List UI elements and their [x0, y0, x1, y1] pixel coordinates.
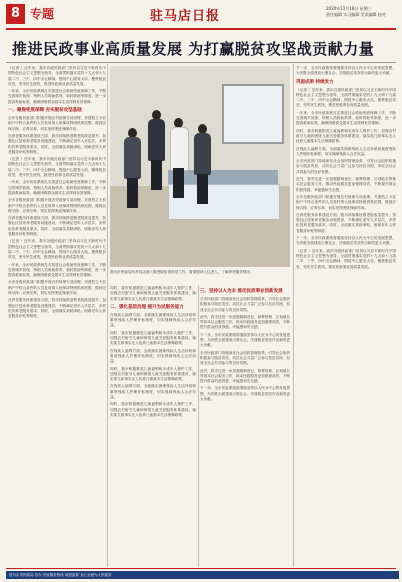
window-shape	[222, 84, 284, 144]
section-subhead: 三、坚持以人为本 推动民政事业创新发展	[200, 289, 283, 294]
article-column-2	[110, 286, 196, 566]
paragraph: 全市各级民政部门积极开展农村低保专项治理，对建档立卡贫困户中符合条件的人员及时纳入低保或特困供养范围，做到应保尽保、应养尽养，切实发挥兜底保障作用。	[296, 194, 396, 210]
paragraph: 一年来，全市民政系统扎实推进社会救助兜底保障工作，不断完善城乡低保、特困人员救助供养、临时救助等制度，进一步提高救助标准，确保困难群众基本生活得到有效保障。	[8, 262, 106, 278]
paragraph: 下一步，全市民政系统将继续坚持以人民为中心的发展思想，为决胜全面建成小康社会、决战脱贫攻坚作出新的更大贡献。	[200, 332, 290, 348]
paragraph: 全市民政部门持续深化社会组织管理改革，引导社会组织积极参与脱贫攻坚，动员社会力量广泛参与扶贫济困，形成全社会共同参与的良好氛围。	[200, 297, 290, 312]
paragraph: 同时，我市积极推进儿童福利和未成年人保护工作，加强农村留守儿童和困境儿童关爱服务体系建设，落实孤儿和事实无人抚养儿童基本生活保障政策。	[110, 402, 196, 417]
paragraph: 此外，我市还进一步加强婚姻登记、殡葬管理、区划地名等基本社会服务工作，推动民政服务更加便捷高效，不断提升群众的获得感、幸福感和安全感。	[200, 314, 290, 330]
person-figure	[170, 118, 187, 200]
paragraph: 全市各级民政部门积极开展农村低保专项治理，对建档立卡贫困户中符合条件的人员及时纳入低保或特困供养范围，做到应保尽保、应养尽养，切实发挥兜底保障作用。	[8, 198, 106, 213]
section-subhead: 一、聚焦兜底保障 夯实脱贫攻坚基础	[8, 108, 82, 114]
paragraph: 在养老服务体系建设方面，我市持续推进敬老院改造提升，加强社区居家养老服务设施建设，不断满足老年人多层次、多样化的养老服务需求。同时，全面落实高龄津贴、困难老年人养老服务补贴等制度。	[296, 212, 396, 233]
paragraph: （记者 ）近年来，我市各级民政部门坚持以习近平新时代中国特色社会主义思想为指导，全面贯彻落实党的十九大和十九届二中、三中、四中全会精神，围绕中心服务大局，聚焦脱贫攻坚，兜牢民生底线，推进民政事业高质量发展。	[8, 239, 106, 260]
news-photo	[110, 66, 290, 267]
person-figure	[124, 128, 141, 210]
paragraph: 在养老服务体系建设方面，我市持续推进敬老院改造提升，加强社区居家养老服务设施建设，不断满足老年人多层次、多样化的养老服务需求。同时，全面落实高龄津贴、困难老年人养老服务补贴等制度。	[8, 298, 106, 319]
headline-divider	[6, 62, 396, 63]
column-divider	[107, 64, 108, 567]
paragraph: 一年来，全市民政系统扎实推进社会救助兜底保障工作，不断完善城乡低保、特困人员救助供养、临时救助等制度，进一步提高救助标准，确保困难群众基本生活得到有效保障。	[296, 110, 396, 126]
top-divider	[6, 28, 396, 30]
article-column-1	[8, 66, 106, 566]
article-column-3	[200, 286, 290, 566]
paragraph: （记者 ）近年来，我市各级民政部门坚持以习近平新时代中国特色社会主义思想为指导，全面贯彻落实党的十九大和十九届二中、三中、四中全会精神，围绕中心服务大局，聚焦脱贫攻坚，兜牢民生底线，推进民政事业高质量发展。	[8, 157, 106, 178]
newspaper-logo: 驻马店日报	[150, 9, 221, 24]
paragraph: （记者 ）近年来，我市各级民政部门坚持以习近平新时代中国特色社会主义思想为指导，全面贯彻落实党的十九大和十九届二中、三中、四中全会精神，围绕中心服务大局，聚焦脱贫攻坚，兜牢民生底线，推进民政事业高质量发展。	[8, 66, 106, 86]
paragraph: （记者 ）近年来，我市各级民政部门坚持以习近平新时代中国特色社会主义思想为指导，全面贯彻落实党的十九大和十九届二中、三中、四中全会精神，围绕中心服务大局，聚焦脱贫攻坚，兜牢民生底线，推进民政事业高质量发展。	[296, 87, 396, 108]
page-headline: 推进民政事业高质量发展 为打赢脱贫攻坚战贡献力量	[12, 40, 375, 58]
date-line: 2020年11月18日 星期三	[326, 6, 372, 11]
paragraph: 一年来，全市民政系统扎实推进社会救助兜底保障工作，不断完善城乡低保、特困人员救助供养、临时救助等制度，进一步提高救助标准，确保困难群众基本生活得到有效保障。	[8, 89, 106, 104]
section-name: 专题	[30, 7, 55, 21]
paragraph: 下一步，全市民政系统将继续坚持以人民为中心的发展思想，为决胜全面建成小康社会、决战脱贫攻坚作出新的更大贡献。	[296, 66, 396, 76]
paragraph: 在残疾人福利方面，全面落实困难残疾人生活补贴和重度残疾人护理补贴制度，切实保障残疾人合法权益。	[110, 312, 196, 328]
paragraph: （记者 ）近年来，我市各级民政部门坚持以习近平新时代中国特色社会主义思想为指导，全面贯彻落实党的十九大和十九届二中、三中、四中全会精神，围绕中心服务大局，聚焦脱贫攻坚，兜牢民生底线，推进民政事业高质量发展。	[296, 248, 396, 269]
paragraph: 在残疾人福利方面，全面落实困难残疾人生活补贴和重度残疾人护理补贴制度，切实保障残疾人合法权益。	[110, 348, 196, 364]
section-subhead: 巩固成果 持续发力	[296, 79, 334, 85]
bottom-divider	[6, 568, 396, 569]
photo-caption: 图为市民政局负责同志深入敬老院检查指导工作，看望慰问入住老人，了解养老服务情况。	[110, 270, 254, 274]
paragraph: 同时，我市积极推进儿童福利和未成年人保护工作，加强农村留守儿童和困境儿童关爱服务体系建设，落实孤儿和事实无人抚养儿童基本生活保障政策。	[110, 286, 196, 301]
paragraph: 全市各级民政部门积极开展农村低保专项治理，对建档立卡贫困户中符合条件的人员及时纳入低保或特困供养范围，做到应保尽保、应养尽养，切实发挥兜底保障作用。	[8, 280, 106, 295]
paragraph: 在养老服务体系建设方面，我市持续推进敬老院改造提升，加强社区居家养老服务设施建设，不断满足老年人多层次、多样化的养老服务需求。同时，全面落实高龄津贴、困难老年人养老服务补贴等制度。	[8, 216, 106, 237]
paragraph: 下一步，全市民政系统将继续坚持以人民为中心的发展思想，为决胜全面建成小康社会、决战脱贫攻坚作出新的更大贡献。	[296, 236, 396, 246]
paragraph: 在残疾人福利方面，全面落实困难残疾人生活补贴和重度残疾人护理补贴制度，切实保障残疾人合法权益。	[110, 384, 196, 400]
paragraph: 全市民政部门持续深化社会组织管理改革，引导社会组织积极参与脱贫攻坚，动员社会力量广泛参与扶贫济困，形成全社会共同参与的良好氛围。	[200, 350, 290, 366]
person-figure	[148, 110, 165, 192]
paragraph: 下一步，全市民政系统将继续坚持以人民为中心的发展思想，为决胜全面建成小康社会、决战脱贫攻坚作出新的更大贡献。	[200, 386, 290, 402]
editor-line: 责任编辑 实习编辑 美术编辑 校对	[326, 12, 386, 17]
section-subhead: 二、强化基层治理 提升为民服务能力	[110, 304, 184, 310]
paragraph: 一年来，全市民政系统扎实推进社会救助兜底保障工作，不断完善城乡低保、特困人员救助供养、临时救助等制度，进一步提高救助标准，确保困难群众基本生活得到有效保障。	[8, 180, 106, 195]
footer-bar: 驻马店市民政局 协办 民政服务热线 欢迎监督 全心全意为人民服务	[6, 571, 399, 579]
article-column-4	[296, 66, 396, 566]
page-number: 8	[6, 4, 25, 24]
paragraph: 在残疾人福利方面，全面落实困难残疾人生活补贴和重度残疾人护理补贴制度，切实保障残疾人合法权益。	[296, 146, 396, 156]
paragraph: 全市民政部门持续深化社会组织管理改革，引导社会组织积极参与脱贫攻坚，动员社会力量广泛参与扶贫济困，形成全社会共同参与的良好氛围。	[296, 159, 396, 174]
paragraph: 全市各级民政部门积极开展农村低保专项治理，对建档立卡贫困户中符合条件的人员及时纳入低保或特困供养范围，做到应保尽保、应养尽养，切实发挥兜底保障作用。	[8, 116, 106, 131]
paragraph: 同时，我市积极推进儿童福利和未成年人保护工作，加强农村留守儿童和困境儿童关爱服务体系建设，落实孤儿和事实无人抚养儿童基本生活保障政策。	[110, 366, 196, 382]
paragraph: 同时，我市积极推进儿童福利和未成年人保护工作，加强农村留守儿童和困境儿童关爱服务体系建设，落实孤儿和事实无人抚养儿童基本生活保障政策。	[296, 128, 396, 144]
person-figure	[194, 124, 211, 206]
paragraph: 此外，我市还进一步加强婚姻登记、殡葬管理、区划地名等基本社会服务工作，推动民政服务更加便捷高效，不断提升群众的获得感、幸福感和安全感。	[200, 368, 290, 384]
masthead	[0, 0, 402, 30]
paragraph: 同时，我市积极推进儿童福利和未成年人保护工作，加强农村留守儿童和困境儿童关爱服务体系建设，落实孤儿和事实无人抚养儿童基本生活保障政策。	[110, 330, 196, 346]
column-divider	[293, 64, 294, 567]
date-info	[326, 6, 396, 18]
paragraph: 在养老服务体系建设方面，我市持续推进敬老院改造提升，加强社区居家养老服务设施建设，不断满足老年人多层次、多样化的养老服务需求。同时，全面落实高龄津贴、困难老年人养老服务补贴等制度。	[8, 133, 106, 154]
column-divider	[198, 286, 199, 567]
paragraph: 此外，我市还进一步加强婚姻登记、殡葬管理、区划地名等基本社会服务工作，推动民政服务更加便捷高效，不断提升群众的获得感、幸福感和安全感。	[296, 177, 396, 192]
